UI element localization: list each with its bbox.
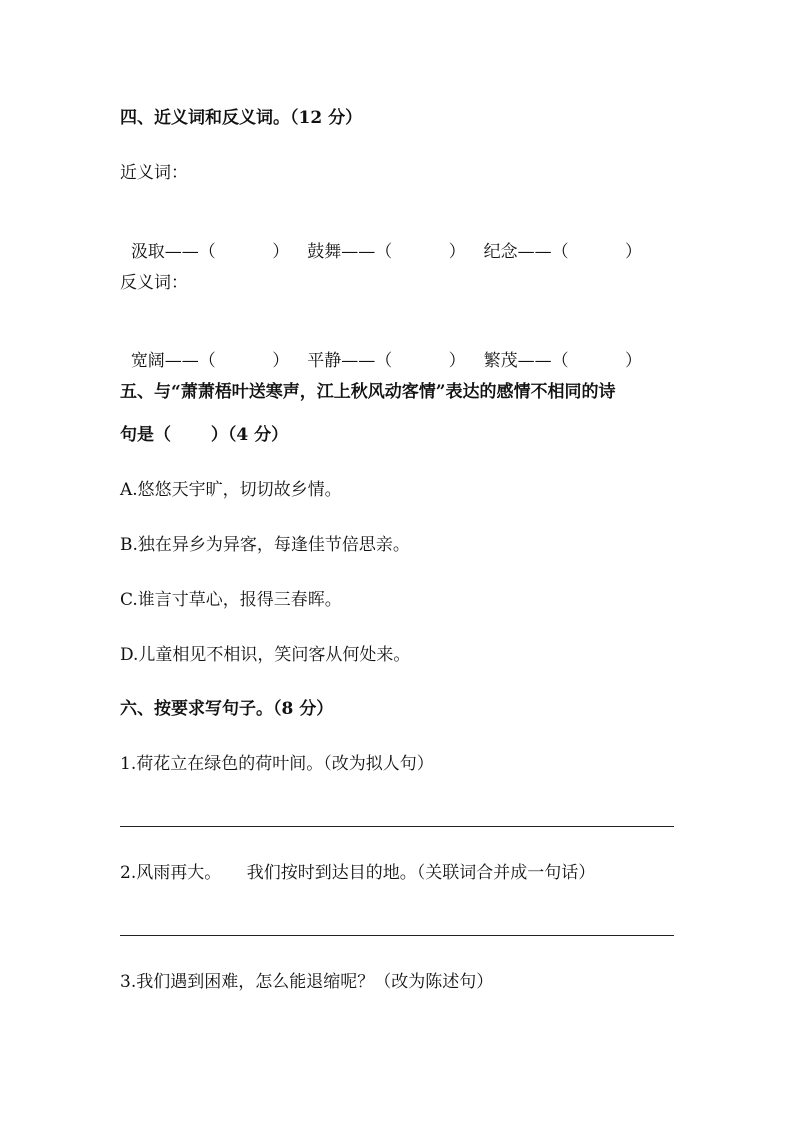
option-c: C.谁言寸草心，报得三春晖。	[120, 590, 342, 610]
section5-title-line1: 五、与“萧萧梧叶送寒声，江上秋风动客情”表达的感情不相同的诗	[120, 382, 616, 402]
answer-line-2[interactable]	[120, 935, 674, 936]
antonym-item: 平静——（ ）	[307, 351, 466, 371]
antonym-item: 宽阔——（ ）	[130, 351, 290, 371]
synonyms-row	[120, 216, 642, 264]
option-d: D.儿童相见不相识，笑问客从何处来。	[120, 645, 411, 665]
synonym-item: 汲取——（ ）	[130, 242, 290, 262]
antonym-item: 繁茂——（ ）	[483, 351, 643, 371]
question-2: 2.风雨再大。 我们按时到达目的地。（关联词合并成一句话）	[120, 863, 596, 883]
option-b: B.独在异乡为异客，每逢佳节倍思亲。	[120, 535, 410, 555]
synonym-item: 鼓舞——（ ）	[307, 242, 466, 262]
synonyms-label: 近义词：	[120, 163, 188, 183]
section6-title: 六、按要求写句子。（8 分）	[120, 699, 334, 719]
section5-title-line2: 句是（ ）（4 分）	[120, 425, 289, 445]
section4-title: 四、近义词和反义词。（12 分）	[120, 108, 363, 128]
antonyms-label: 反义词：	[120, 273, 188, 293]
antonyms-row	[120, 325, 642, 373]
option-a: A.悠悠天宇旷，切切故乡情。	[120, 480, 342, 500]
question-3: 3.我们遇到困难，怎么能退缩呢？（改为陈述句）	[120, 972, 494, 992]
question-1: 1.荷花立在绿色的荷叶间。（改为拟人句）	[120, 754, 434, 774]
synonym-item: 纪念——（ ）	[483, 242, 643, 262]
answer-line-1[interactable]	[120, 826, 674, 827]
